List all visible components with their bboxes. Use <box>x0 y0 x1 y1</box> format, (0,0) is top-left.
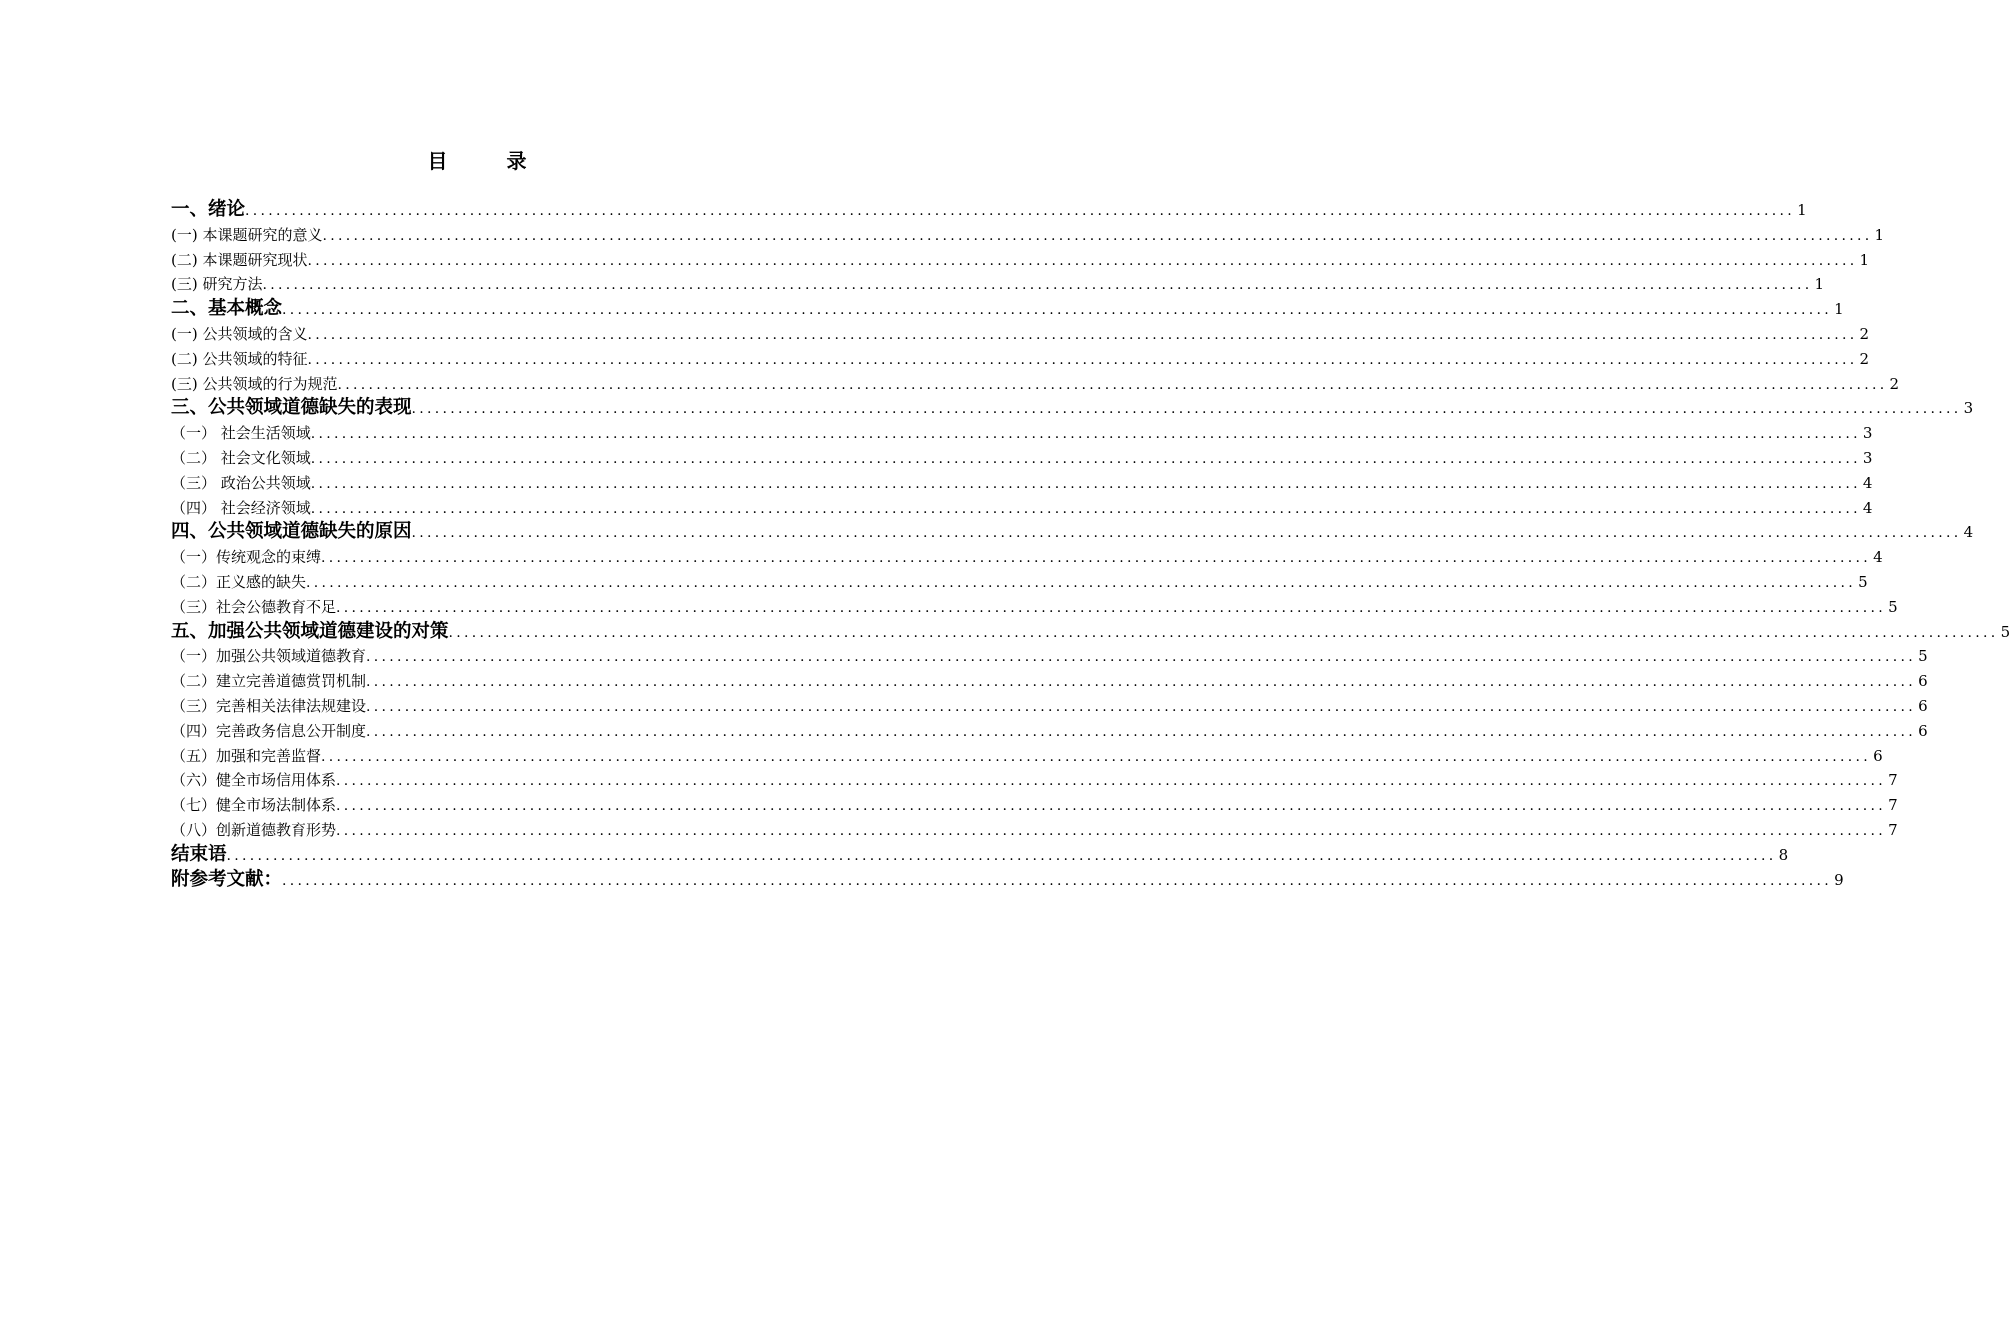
toc-section-entry[interactable] <box>171 322 1870 347</box>
toc-entry-label: （二） 社会文化领域 <box>171 448 311 467</box>
toc-section-entry[interactable] <box>171 471 1873 496</box>
toc-section-entry[interactable] <box>171 818 1898 843</box>
toc-chapter-entry[interactable] <box>171 297 1844 322</box>
toc-page-number: 7 <box>1888 796 1898 815</box>
toc-entry-label: 五、加强公共领域道德建设的对策 <box>171 620 449 642</box>
toc-page-number: 6 <box>1918 696 1928 715</box>
toc-dot-leader: ........................................................................................................................................................................................................ <box>337 376 1888 393</box>
toc-entry-label: 三、公共领域道德缺失的表现 <box>171 397 412 419</box>
toc-dot-leader: ........................................................................................................................................................................................................ <box>411 525 1962 542</box>
toc-entry-label: （一）传统观念的束缚 <box>171 548 322 567</box>
toc-dot-leader: ........................................................................................................................................................................................................ <box>321 748 1872 765</box>
toc-section-entry[interactable] <box>171 719 1928 744</box>
toc-section-entry[interactable] <box>171 372 1900 397</box>
toc-entry-label: （二）建立完善道德赏罚机制 <box>171 672 367 691</box>
toc-entry-label: （三）完善相关法律法规建设 <box>171 696 367 715</box>
toc-section-entry[interactable] <box>171 694 1928 719</box>
toc-chapter-entry[interactable] <box>171 620 2010 645</box>
toc-chapter-entry[interactable] <box>171 843 1789 868</box>
toc-section-entry[interactable] <box>171 768 1898 793</box>
toc-entry-label: （七）健全市场法制体系 <box>171 796 337 815</box>
toc-entry-label: (三) 研究方法 <box>171 275 263 294</box>
toc-dot-leader: ........................................................................................................................................................................................................ <box>321 550 1872 567</box>
toc-section-entry[interactable] <box>171 496 1873 521</box>
toc-page-number: 1 <box>1859 250 1870 269</box>
toc-dot-leader: ........................................................................................................................................................................................................ <box>336 773 1887 790</box>
toc-page-number: 4 <box>1873 548 1883 567</box>
toc-dot-leader: ........................................................................................................................................................................................................ <box>322 227 1873 244</box>
toc-chapter-entry[interactable] <box>171 868 1844 893</box>
toc-title: 目 录 <box>427 149 553 173</box>
table-of-contents <box>171 198 2010 892</box>
toc-dot-leader: ........................................................................................................................................................................................................ <box>411 401 1962 418</box>
toc-entry-label: (二) 本课题研究现状 <box>171 250 308 269</box>
toc-dot-leader: ........................................................................................................................................................................................................ <box>307 326 1858 343</box>
toc-dot-leader: ........................................................................................................................................................................................................ <box>262 277 1813 294</box>
toc-entry-label: (三) 公共领域的行为规范 <box>171 374 338 393</box>
toc-section-entry[interactable] <box>171 223 1885 248</box>
toc-dot-leader: ........................................................................................................................................................................................................ <box>310 426 1861 443</box>
toc-dot-leader: ........................................................................................................................................................................................................ <box>448 624 1999 641</box>
toc-dot-leader: ........................................................................................................................................................................................................ <box>282 302 1833 319</box>
toc-section-entry[interactable] <box>171 421 1873 446</box>
toc-dot-leader: ........................................................................................................................................................................................................ <box>310 475 1861 492</box>
toc-entry-label: 结束语 <box>171 843 227 865</box>
toc-section-entry[interactable] <box>171 644 1928 669</box>
toc-dot-leader: ........................................................................................................................................................................................................ <box>226 847 1777 864</box>
toc-dot-leader: ........................................................................................................................................................................................................ <box>245 203 1796 219</box>
toc-chapter-entry[interactable] <box>171 396 1974 421</box>
toc-page-number: 1 <box>1834 300 1844 319</box>
toc-section-entry[interactable] <box>171 744 1883 769</box>
toc-dot-leader: ........................................................................................................................................................................................................ <box>307 252 1858 269</box>
toc-page-number: 4 <box>1862 473 1873 492</box>
toc-entry-label: (一) 公共领域的含义 <box>171 324 308 343</box>
toc-page-number: 5 <box>1918 647 1928 666</box>
toc-page-number: 2 <box>1889 374 1900 393</box>
toc-dot-leader: ........................................................................................................................................................................................................ <box>366 723 1917 740</box>
toc-page-number: 9 <box>1834 870 1844 889</box>
toc-page-number: 5 <box>1858 572 1868 591</box>
toc-page-number: 6 <box>1873 746 1883 765</box>
toc-page-number: 3 <box>1963 399 1974 418</box>
toc-entry-label: （一）加强公共领域道德教育 <box>171 647 367 666</box>
toc-section-entry[interactable] <box>171 347 1870 372</box>
toc-page-number: 3 <box>1862 424 1873 443</box>
toc-section-entry[interactable] <box>171 272 1825 297</box>
toc-section-entry[interactable] <box>171 446 1873 471</box>
toc-entry-label: 一、绪论 <box>171 199 246 220</box>
toc-chapter-entry[interactable] <box>171 198 1807 223</box>
toc-chapter-entry[interactable] <box>171 520 1974 545</box>
toc-entry-label: 附参考文献： <box>171 868 283 890</box>
toc-section-entry[interactable] <box>171 570 1868 595</box>
toc-dot-leader: ........................................................................................................................................................................................................ <box>366 649 1917 666</box>
toc-entry-label: （八）创新道德教育形势 <box>171 820 337 839</box>
toc-section-entry[interactable] <box>171 545 1883 570</box>
toc-page-number: 7 <box>1888 771 1898 790</box>
toc-entry-label: （四）完善政务信息公开制度 <box>171 721 367 740</box>
toc-page-number: 1 <box>1874 225 1885 244</box>
toc-page-number: 4 <box>1862 498 1873 517</box>
toc-section-entry[interactable] <box>171 793 1898 818</box>
toc-dot-leader: ........................................................................................................................................................................................................ <box>366 674 1917 691</box>
toc-page-number: 2 <box>1859 349 1870 368</box>
toc-dot-leader: ........................................................................................................................................................................................................ <box>307 351 1858 368</box>
toc-entry-label: （三）社会公德教育不足 <box>171 597 337 616</box>
toc-dot-leader: ........................................................................................................................................................................................................ <box>282 872 1833 889</box>
toc-dot-leader: ........................................................................................................................................................................................................ <box>310 450 1861 467</box>
toc-dot-leader: ........................................................................................................................................................................................................ <box>336 798 1887 815</box>
toc-dot-leader: ........................................................................................................................................................................................................ <box>336 822 1887 839</box>
toc-page-number: 5 <box>1888 597 1898 616</box>
toc-entry-label: (二) 公共领域的特征 <box>171 349 308 368</box>
toc-page-number: 1 <box>1797 201 1807 219</box>
toc-page-number: 3 <box>1862 448 1873 467</box>
toc-entry-label: 二、基本概念 <box>171 298 283 320</box>
toc-dot-leader: ........................................................................................................................................................................................................ <box>336 599 1887 616</box>
toc-entry-label: （二）正义感的缺失 <box>171 572 307 591</box>
toc-page-number: 7 <box>1888 820 1898 839</box>
toc-dot-leader: ........................................................................................................................................................................................................ <box>306 574 1857 591</box>
toc-entry-label: （一） 社会生活领域 <box>171 424 311 443</box>
toc-section-entry[interactable] <box>171 669 1928 694</box>
toc-dot-leader: ........................................................................................................................................................................................................ <box>366 698 1917 715</box>
toc-entry-label: (一) 本课题研究的意义 <box>171 225 323 244</box>
toc-page-number: 2 <box>1859 324 1870 343</box>
toc-page-number: 4 <box>1963 523 1974 542</box>
toc-section-entry[interactable] <box>171 595 1898 620</box>
toc-dot-leader: ........................................................................................................................................................................................................ <box>310 500 1861 517</box>
toc-page-number: 1 <box>1814 275 1825 294</box>
toc-entry-label: （六）健全市场信用体系 <box>171 771 337 790</box>
toc-entry-label: 四、公共领域道德缺失的原因 <box>171 521 412 543</box>
toc-page-number: 8 <box>1778 845 1789 864</box>
toc-page-number: 5 <box>2000 622 2010 641</box>
toc-page-number: 6 <box>1918 721 1928 740</box>
toc-section-entry[interactable] <box>171 248 1870 273</box>
toc-entry-label: （五）加强和完善监督 <box>171 746 322 765</box>
toc-entry-label: （三） 政治公共领域 <box>171 473 311 492</box>
toc-page-number: 6 <box>1918 672 1928 691</box>
toc-entry-label: （四） 社会经济领域 <box>171 498 311 517</box>
